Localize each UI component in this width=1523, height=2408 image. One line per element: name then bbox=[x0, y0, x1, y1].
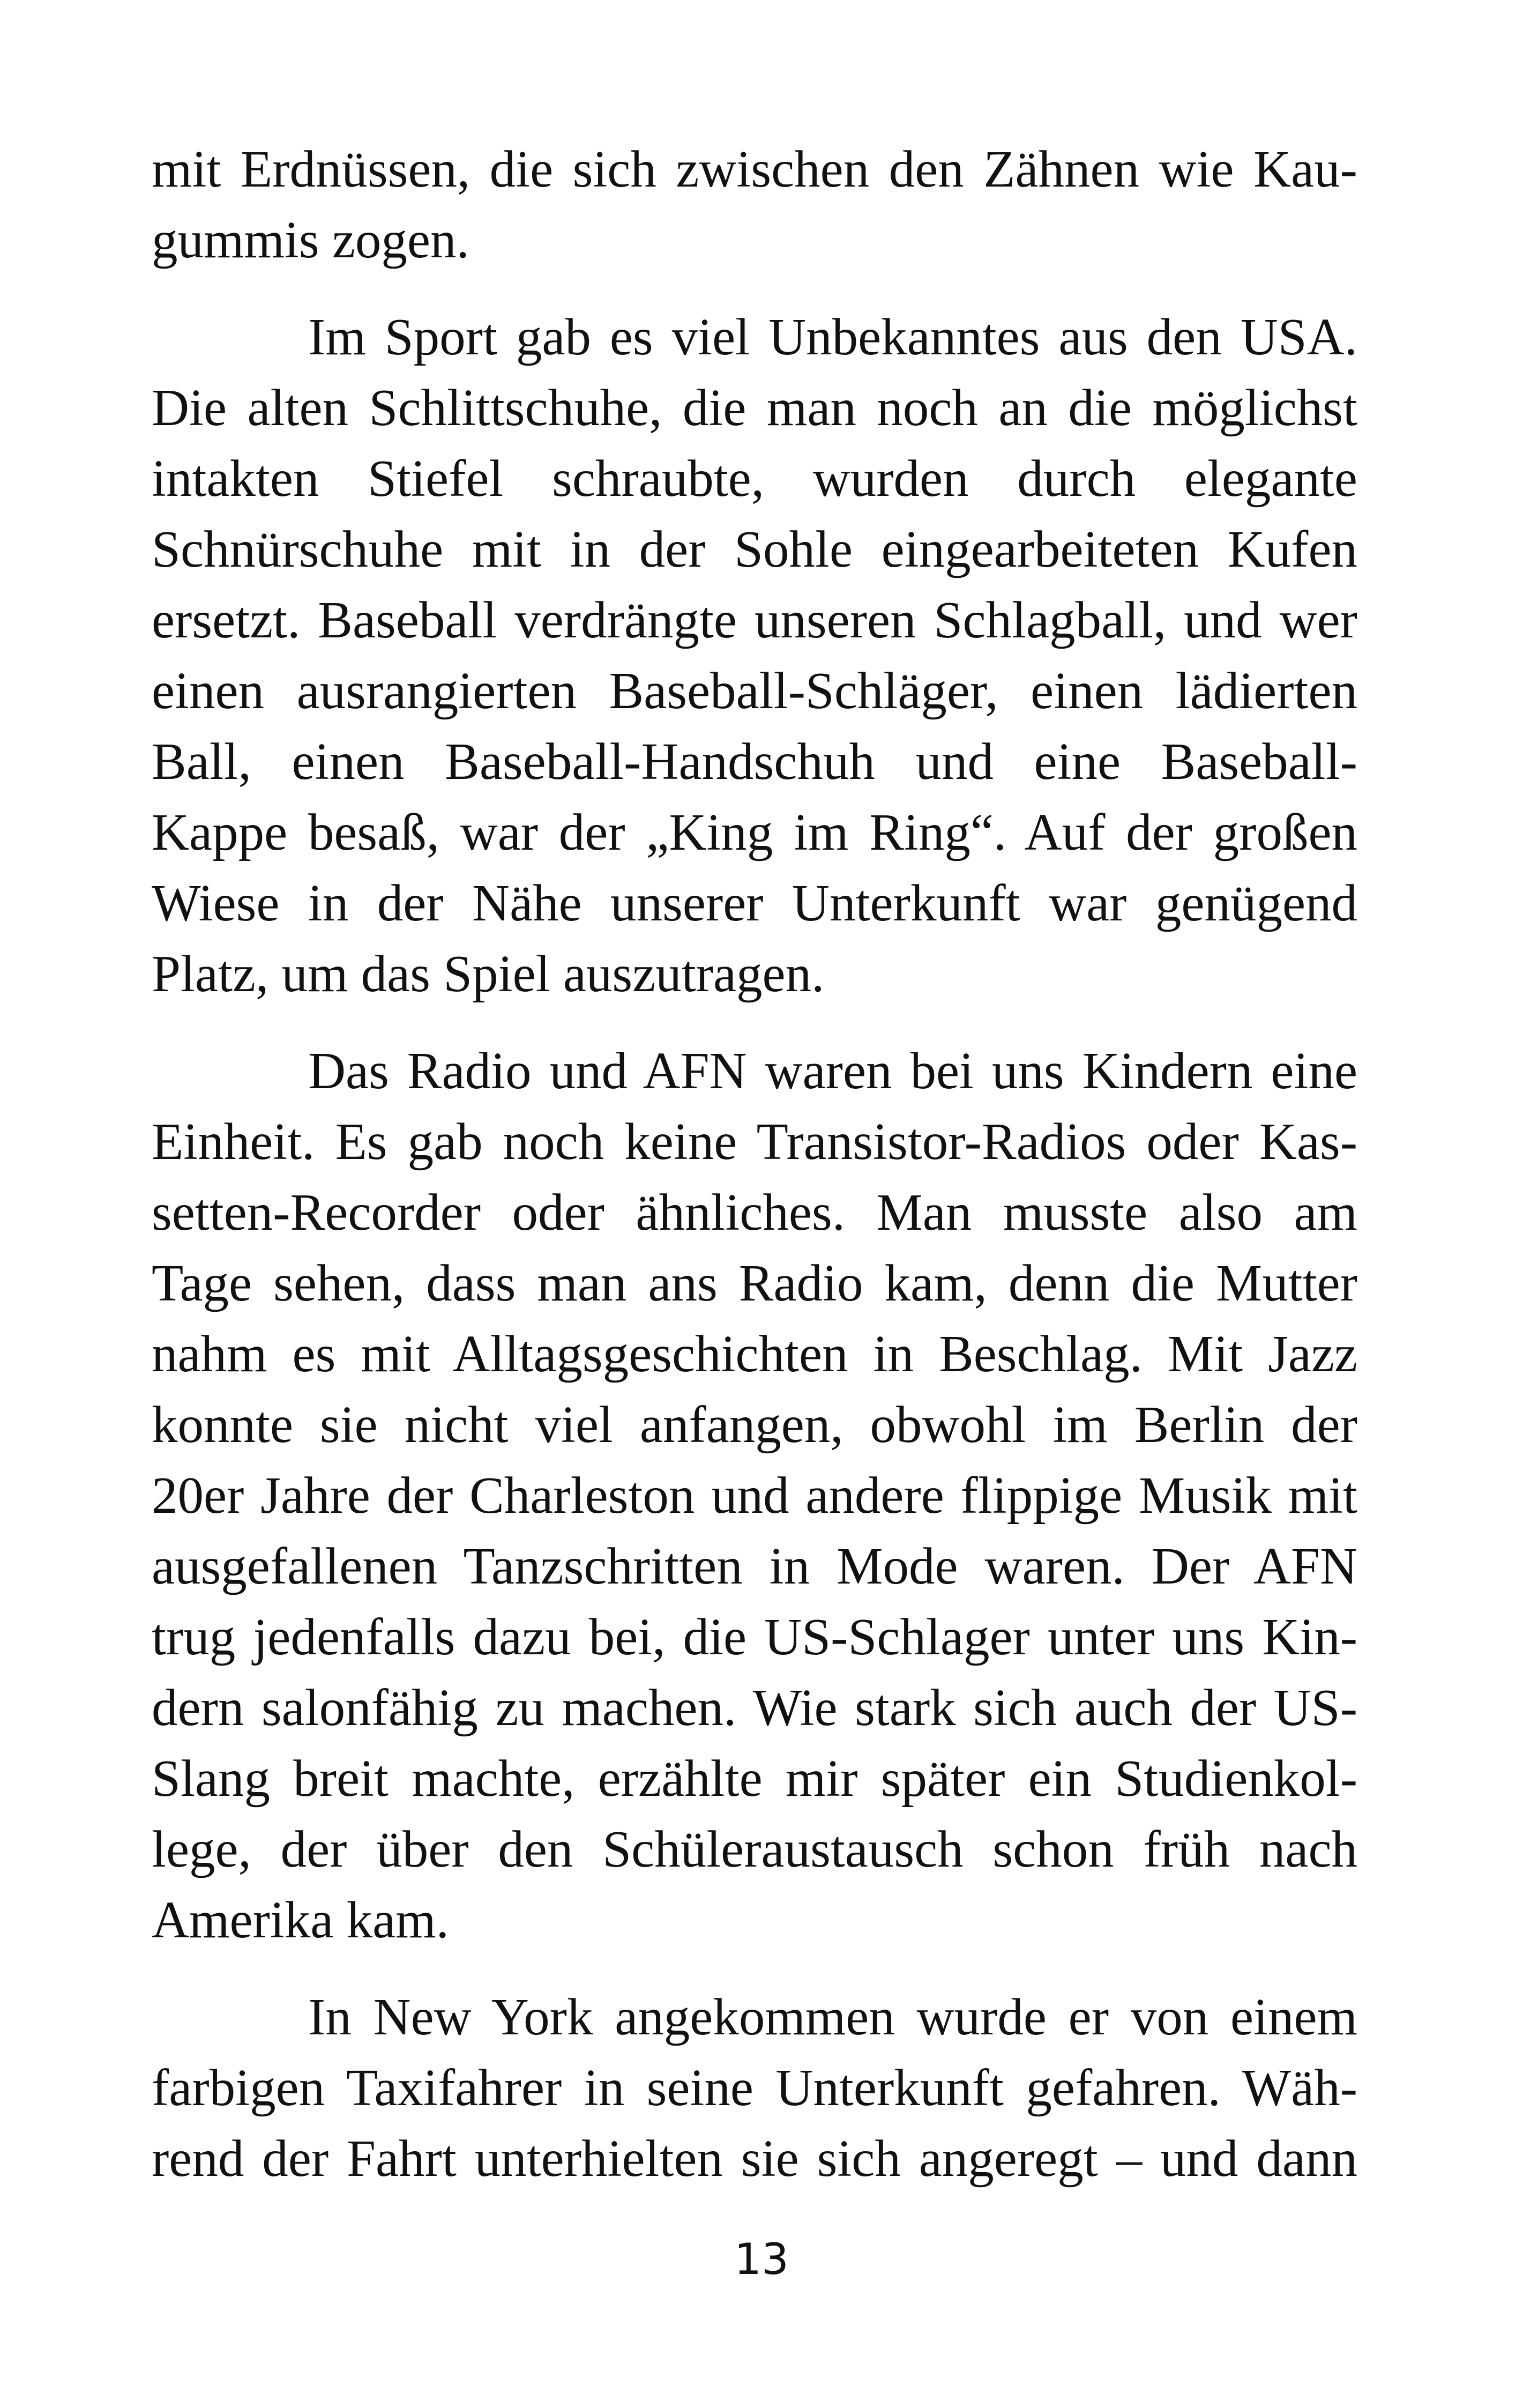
text-line: lege, der über den Schüleraustausch schon früh nach bbox=[152, 1820, 1357, 1878]
text-line: Platz, um das Spiel auszutragen. bbox=[152, 945, 825, 1002]
text-line: Kappe besaß, war der „King im Ring“. Auf der großen bbox=[152, 804, 1357, 861]
text-line: In New York angekommen wurde er von einem bbox=[308, 1988, 1357, 2046]
text-line: Slang breit machte, erzählte mir später ein Studienkol- bbox=[152, 1750, 1357, 1807]
text-line: Einheit. Es gab noch keine Transistor-Radios oder Kas- bbox=[152, 1113, 1357, 1170]
text-line: Schnürschuhe mit in der Sohle eingearbeiteten Kufen bbox=[152, 521, 1357, 578]
text-line: nahm es mit Alltagsgeschichten in Beschlag. Mit Jazz bbox=[152, 1325, 1357, 1383]
text-line: Ball, einen Baseball-Handschuh und eine Baseball- bbox=[152, 733, 1357, 790]
text-line: intakten Stiefel schraubte, wurden durch elegante bbox=[152, 450, 1357, 507]
text-line: Tage sehen, dass man ans Radio kam, denn die Mutter bbox=[152, 1254, 1357, 1312]
paragraph-2 bbox=[152, 302, 1357, 1009]
text-line: konnte sie nicht viel anfangen, obwohl im Berlin der bbox=[152, 1396, 1357, 1453]
text-line: farbigen Taxifahrer in seine Unterkunft gefahren. Wäh- bbox=[152, 2059, 1357, 2116]
body-text bbox=[152, 134, 1357, 2194]
text-line: Wiese in der Nähe unserer Unterkunft war genügend bbox=[152, 874, 1357, 932]
text-line: Im Sport gab es viel Unbekanntes aus den USA. bbox=[308, 308, 1357, 366]
text-line: gummis zogen. bbox=[152, 211, 469, 269]
text-line: setten-Recorder oder ähnliches. Man musste also am bbox=[152, 1184, 1357, 1241]
text-line: ersetzt. Baseball verdrängte unseren Schlagball, und wer bbox=[152, 591, 1357, 649]
text-line: einen ausrangierten Baseball-Schläger, einen lädierten bbox=[152, 662, 1357, 719]
text-line: trug jedenfalls dazu bei, die US-Schlager unter uns Kin- bbox=[152, 1608, 1357, 1666]
paragraph-4 bbox=[152, 1982, 1357, 2194]
text-line: Amerika kam. bbox=[152, 1891, 449, 1949]
paragraph-1 bbox=[152, 134, 1357, 276]
paragraph-3 bbox=[152, 1036, 1357, 1956]
text-line: Die alten Schlittschuhe, die man noch an die möglichst bbox=[152, 379, 1357, 436]
text-line: rend der Fahrt unterhielten sie sich angeregt – und dann bbox=[152, 2130, 1357, 2187]
text-line: mit Erdnüssen, die sich zwischen den Zähnen wie Kau- bbox=[152, 140, 1357, 198]
text-line: Das Radio und AFN waren bei uns Kindern eine bbox=[308, 1042, 1357, 1099]
text-line: dern salonfähig zu machen. Wie stark sich auch der US- bbox=[152, 1679, 1357, 1736]
page-number: 13 bbox=[734, 2234, 789, 2284]
text-line: 20er Jahre der Charleston und andere flippige Musik mit bbox=[152, 1467, 1357, 1524]
text-line: ausgefallenen Tanzschritten in Mode waren. Der AFN bbox=[152, 1537, 1357, 1595]
